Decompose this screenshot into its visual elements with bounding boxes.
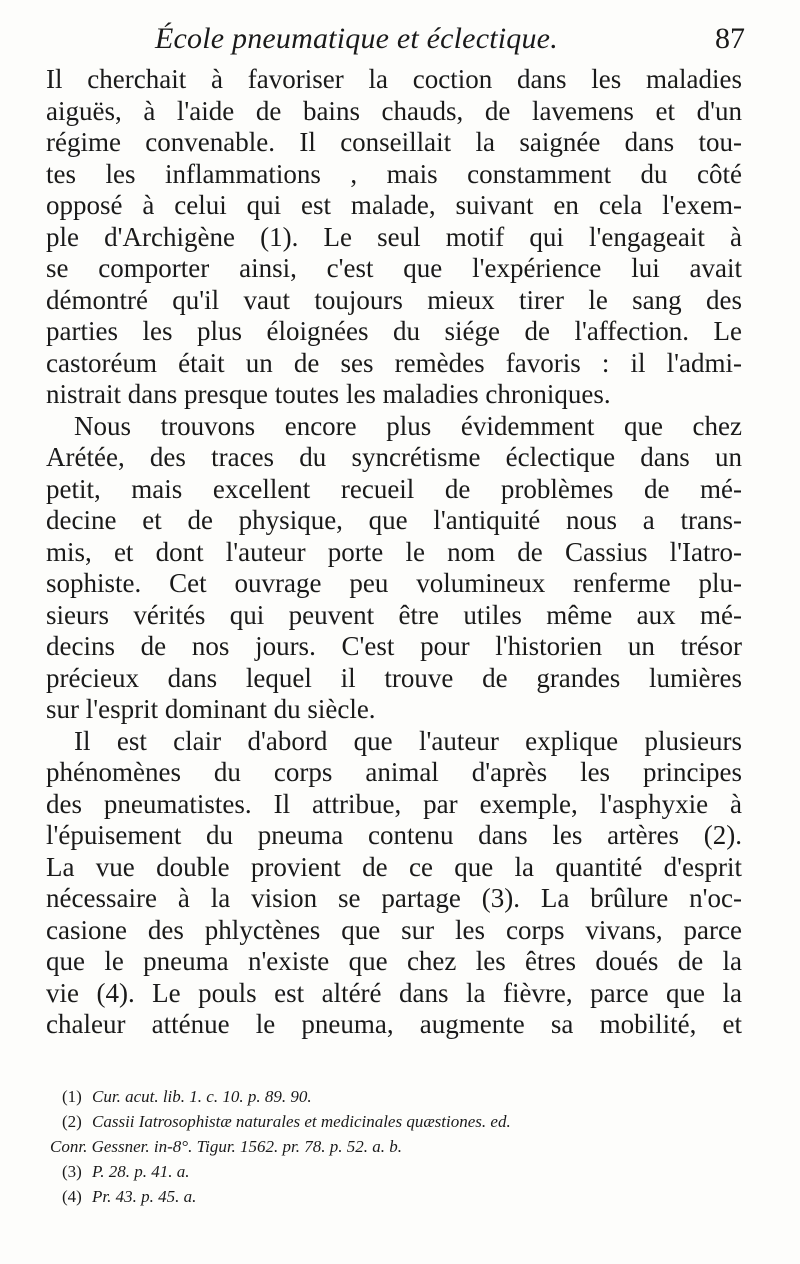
text-line: se comporter ainsi, c'est que l'expérience lui avait <box>46 253 742 283</box>
text-line: decins de nos jours. C'est pour l'historien un trésor <box>46 631 742 661</box>
text-line: précieux dans lequel il trouve de grandes lumières <box>46 662 742 693</box>
text-line: mis, et dont l'auteur porte le nom de Cassius l'Iatro- <box>46 536 742 567</box>
text-line: démontré qu'il vaut toujours mieux tirer le sang des <box>46 284 742 315</box>
footnotes <box>46 1084 742 1209</box>
footnote-mark: (4) <box>62 1187 82 1206</box>
text-line: opposé à celui qui est malade, suivant en cela l'exem- <box>46 190 742 220</box>
footnote-text: P. 28. p. 41. a. <box>92 1162 190 1181</box>
page-header <box>155 22 745 66</box>
text-line: casione des phlyctènes que sur les corps vivans, parce <box>46 914 742 945</box>
text-line: Arétée, des traces du syncrétisme éclectique dans un <box>46 442 742 472</box>
text-line: sophiste. Cet ouvrage peu volumineux renferme plu- <box>46 568 742 598</box>
footnote-mark: (3) <box>62 1162 82 1181</box>
footnote <box>46 1109 742 1134</box>
text-line: Nous trouvons encore plus évidemment que chez <box>74 410 742 441</box>
text-line: vie (4). Le pouls est altéré dans la fièvre, parce que la <box>46 977 742 1008</box>
text-line: Il est clair d'abord que l'auteur explique plusieurs <box>74 725 742 756</box>
text-line: aiguës, à l'aide de bains chauds, de lavemens et d'un <box>46 95 742 126</box>
body-text <box>46 64 742 1041</box>
page-number: 87 <box>715 22 745 55</box>
footnote <box>46 1159 742 1184</box>
text-line: chaleur atténue le pneuma, augmente sa mobilité, et <box>46 1009 742 1039</box>
text-line: régime convenable. Il conseillait la saignée dans tou- <box>46 127 742 157</box>
footnote-text: Conr. Gessner. in-8°. Tigur. 1562. pr. 78. p. 52. a. b. <box>50 1137 403 1156</box>
text-line: sieurs vérités qui peuvent être utiles même aux mé- <box>46 599 742 630</box>
footnote-text: Cassii Iatrosophistæ naturales et medicinales quæstiones. ed. <box>92 1112 511 1131</box>
text-line: castoréum était un de ses remèdes favoris : il l'admi- <box>46 347 742 378</box>
footnote-text: Cur. acut. lib. 1. c. 10. p. 89. 90. <box>92 1087 312 1106</box>
footnote <box>46 1184 742 1209</box>
text-line: nécessaire à la vision se partage (3). La brûlure n'oc- <box>46 883 742 913</box>
footnote-mark: (1) <box>62 1087 82 1106</box>
footnote-text: Pr. 43. p. 45. a. <box>92 1187 197 1206</box>
text-line: des pneumatistes. Il attribue, par exemple, l'asphyxie à <box>46 788 742 819</box>
running-title: École pneumatique et éclectique. <box>155 22 558 55</box>
text-line: que le pneuma n'existe que chez les êtres doués de la <box>46 946 742 976</box>
footnote <box>46 1084 742 1109</box>
text-line: phénomènes du corps animal d'après les principes <box>46 757 742 787</box>
text-line: tes les inflammations , mais constamment du côté <box>46 158 742 189</box>
text-line: La vue double provient de ce que la quantité d'esprit <box>46 851 742 882</box>
paragraph <box>46 726 742 1041</box>
paragraph <box>46 411 742 726</box>
text-line: decine et de physique, que l'antiquité nous a trans- <box>46 505 742 535</box>
footnote-continuation <box>46 1134 742 1159</box>
paragraph <box>46 64 742 411</box>
text-line: sur l'esprit dominant du siècle. <box>46 694 376 724</box>
text-line: nistrait dans presque toutes les maladies chroniques. <box>46 379 611 409</box>
text-line: Il cherchait à favoriser la coction dans les maladies <box>46 64 742 94</box>
text-line: ple d'Archigène (1). Le seul motif qui l'engageait à <box>46 221 742 252</box>
text-line: petit, mais excellent recueil de problèmes de mé- <box>46 473 742 504</box>
footnote-mark: (2) <box>62 1112 82 1131</box>
text-line: l'épuisement du pneuma contenu dans les artères (2). <box>46 820 742 850</box>
text-line: parties les plus éloignées du siége de l'affection. Le <box>46 316 742 346</box>
